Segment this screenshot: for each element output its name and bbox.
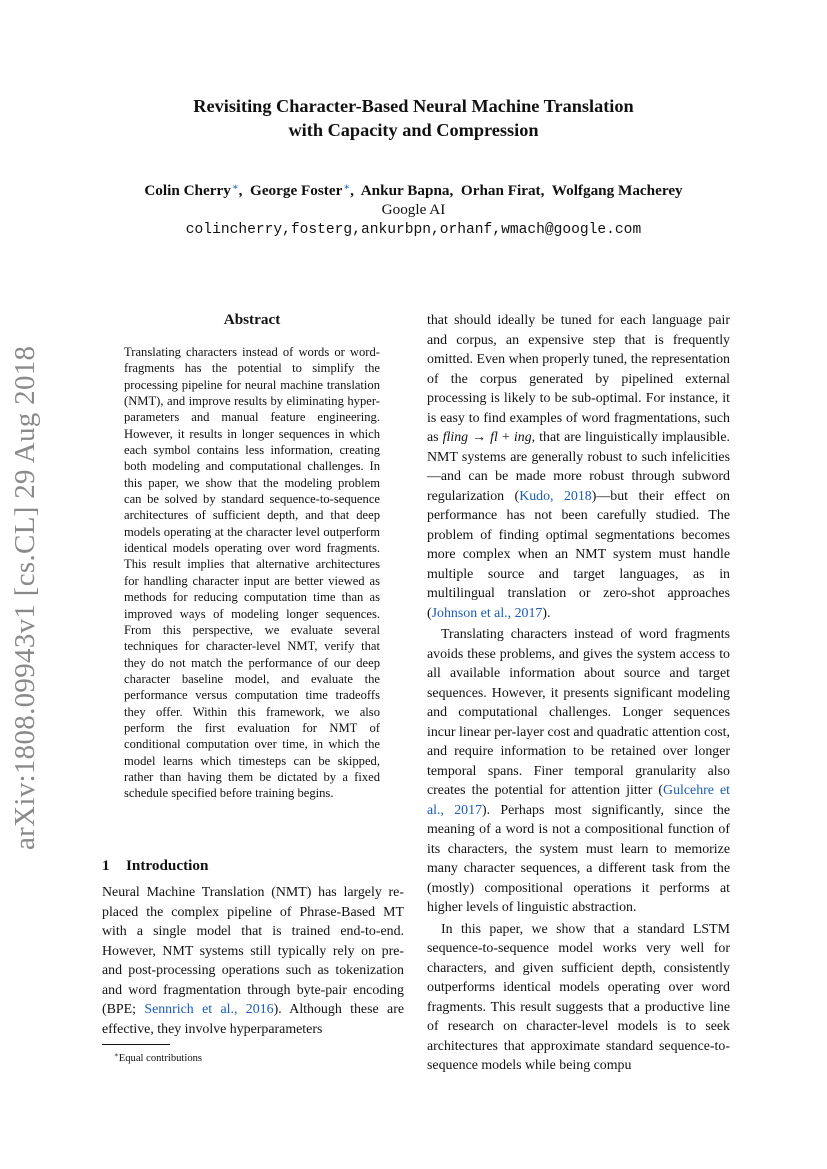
citation-link[interactable]: Kudo, 2018 (519, 488, 592, 504)
footnote-text: Equal contributions (118, 1053, 203, 1064)
section-title: Introduction (126, 857, 209, 874)
text-run: In this paper, we show that a standard LSTM sequence-to-sequence model works very well for characters, and given sufficient depth, consistently outperforms identical models operating over word fragments. This result suggests that a productive line of research on character-level models is to seek architectures that approximate standard sequence-to-sequence models while being compu (427, 921, 730, 1073)
citation-link[interactable]: Sennrich et al., 2016 (144, 1002, 274, 1017)
plus-symbol: + (501, 430, 510, 445)
introduction-right-column (427, 311, 730, 1076)
author-name: Ankur Bapna (360, 182, 450, 199)
section-number: 1 (102, 857, 110, 874)
footnote-divider (102, 1044, 170, 1045)
example-ing: ing (513, 430, 532, 445)
section-heading-introduction (102, 856, 208, 876)
equal-contribution-mark[interactable]: ∗ (231, 182, 239, 193)
title-line-1: Revisiting Character-Based Neural Machine Translation (193, 96, 634, 116)
text-run: )—but their effect on performance has not been carefully studied. The problem of finding optimal segmentations becomes more complex when an NMT system must handle multiple source and target languages, as in multilingual translation or zero-shot approaches ( (427, 488, 730, 621)
author-name: Colin Cherry (144, 182, 231, 199)
author-name: Wolfgang Macherey (551, 182, 683, 199)
footnote (114, 1048, 202, 1066)
author-name: George Foster (250, 182, 343, 199)
citation-link[interactable]: Gulcehre et al., 2017 (427, 783, 730, 818)
text-run: ). Perhaps most significantly, since the meaning of a word is not a compositional function of its characters, the system must learn to memorize many character sequences, a different task from the (mostly) compositional operations it performs at higher levels of linguistic abstraction. (427, 802, 730, 915)
paragraph (427, 920, 730, 1076)
author-emails: colincherry,fosterg,ankurbpn,orhanf,wmach@google.com (185, 222, 642, 238)
title-line-2: with Capacity and Compression (288, 120, 539, 140)
text-run: , that are linguistically implausible. NMT systems are generally robust to such infelicities—and can be made more robust through subword regularization ( (427, 430, 730, 504)
paragraph (102, 883, 404, 1039)
arxiv-identifier-stamp: arXiv:1808.09943v1 [cs.CL] 29 Aug 2018 (9, 345, 41, 850)
citation-link[interactable]: Johnson et al., 2017 (431, 605, 543, 621)
text-run: Neural Machine Translation (NMT) has largely replaced the complex pipeline of Phrase-Based MT with a single model that is trained end-to-end. However, NMT systems still typically rely on pre- and post-processing operations such as tokenization and word fragmentation through byte-pair encoding (BPE; (102, 885, 404, 1017)
example-fling: fling (442, 430, 469, 445)
text-run: that should ideally be tuned for each language pair and corpus, an expensive step that is frequently omitted. Even when properly tuned, the representation of the corpus generated by pipelined external processing is likely to be sub-optimal. For instance, it is easy to find examples of word fragmentations, such as (427, 313, 730, 445)
abstract-body (124, 344, 380, 802)
paragraph (427, 625, 730, 918)
equal-contribution-mark[interactable]: ∗ (343, 182, 351, 193)
arrow-symbol: → (472, 430, 487, 445)
paper-title (100, 94, 727, 142)
text-run: ). (542, 605, 551, 621)
introduction-left-column (102, 883, 404, 1039)
abstract-paragraph: Translating characters instead of words or word-fragments has the potential to simplify the processing pipeline for neural machine translation (NMT), and improve results by eliminating hyper-parameters and manual feature engineering. However, it results in longer sequences in which each symbol contains less information, creating both modeling and computational challenges. In this paper, we show that the modeling problem can be solved by standard sequence-to-sequence architectures of sufficient depth, and that deep models operating at the character level outperform identical models operating over word fragments. This result implies that alternative architectures for handling character input are better viewed as methods for reducing computation time than as improved ways of modeling longer sequences. From this perspective, we evaluate several techniques for character-level NMT, verify that they do not match the performance of our deep character baseline model, and evaluate the performance versus computation time tradeoffs they offer. Within this framework, we also perform the first evaluation for NMT of conditional computation over time, in which the model learns which timesteps can be skipped, rather than having them be dictated by a fixed schedule specified before training begins. (124, 345, 380, 801)
abstract-heading: Abstract (223, 311, 281, 328)
affiliation: Google AI (381, 201, 446, 218)
author-list: Colin Cherry∗, George Foster∗, Ankur Bapna, Orhan Firat, Wolfgang Macherey (144, 182, 683, 199)
text-run: Translating characters instead of word fragments avoids these problems, and gives the system access to all available information about source and target sequences. However, it presents significant modeling and computational challenges. Longer sequences incur linear per-layer cost and quadratic attention cost, and require information to be retained over longer temporal spans. Finer temporal granularity also creates the potential for attention jitter ( (427, 627, 730, 798)
author-name: Orhan Firat (460, 182, 541, 199)
paragraph (427, 311, 730, 623)
text-run: ). Although these are effective, they involve hyperparameters (102, 1002, 404, 1037)
footnote-mark: ∗ (114, 1051, 119, 1059)
example-fl: fl (490, 430, 498, 445)
